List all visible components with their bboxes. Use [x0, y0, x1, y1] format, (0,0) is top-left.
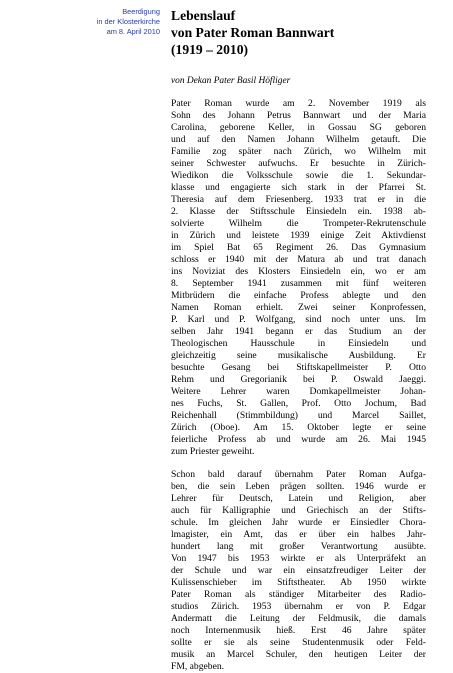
- paragraph-line: Weitere Lehrer waren Domkapellmeister Johan-: [171, 386, 426, 397]
- paragraph-line: hundert lang mit großer Verantwortung ausübte.: [171, 541, 426, 552]
- paragraph-line: Pater Roman wurde am 2. November 1919 als: [171, 98, 426, 109]
- paragraph-line: Reichenhall (Stimmbildung) und Marcel Saillet,: [171, 410, 426, 421]
- paragraph-line: lmagister, ein Amt, das er über ein halbes Jahr-: [171, 529, 426, 540]
- paragraph-line: Lehrer für Deutsch, Latein und Religion, aber: [171, 493, 426, 504]
- paragraph-line: Rehm und Gregorianik bei P. Oswald Jaeggi.: [171, 374, 426, 385]
- paragraph-line: auch für Kalligraphie und Griechisch an der Stifts-: [171, 505, 426, 516]
- paragraph-line: Sohn des Johann Petrus Bannwart und der Maria: [171, 110, 426, 121]
- document-body: [171, 7, 426, 673]
- paragraph-line: Namen Roman erhielt. Zwei seiner Konprofessen,: [171, 302, 426, 313]
- paragraph-line: FM, abgeben.: [171, 661, 225, 672]
- paragraph-line: und auf den Namen Johann Wilhelm getauft. Die: [171, 134, 426, 145]
- paragraph-line: Von 1947 bis 1953 wirkte er als Unterpräfekt an: [171, 553, 426, 564]
- paragraph-line: Wiedikon die Volksschule sowie die 1. Sekundar-: [171, 170, 426, 181]
- paragraph: [171, 98, 426, 458]
- title-line: Lebenslauf: [171, 8, 236, 23]
- paragraph-line: Pater Roman als ständiger Mitarbeiter des Radio-: [171, 589, 426, 600]
- paragraph-line: 2. Klasse der Stiftsschule Einsiedeln ein. 1938 ab-: [171, 206, 426, 217]
- paragraph-line: selben Jahr 1941 begann er das Studium an der: [171, 326, 426, 337]
- paragraph: [171, 469, 426, 673]
- document-title: [171, 7, 426, 58]
- paragraph-line: Mitbrüdern die einfache Profess ablegte und den: [171, 290, 426, 301]
- paragraph-line: Carolina, geborene Keller, in Gossau SG geboren: [171, 122, 426, 133]
- title-line: von Pater Roman Bannwart: [171, 25, 335, 40]
- paragraph-line: 8. September 1941 zusammen mit fünf weiteren: [171, 278, 426, 289]
- paragraph-line: schloss er 1940 mit der Matura ab und trat danach: [171, 254, 426, 265]
- paragraph-line: Schon bald darauf übernahm Pater Roman Aufga-: [171, 469, 426, 480]
- paragraph-line: noch Internenmusik hieß. Erst 46 Jahre später: [171, 625, 426, 636]
- title-line: (1919 – 2010): [171, 42, 249, 57]
- paragraph-line: schule. Im gleichen Jahr wurde er Einsiedler Chora-: [171, 517, 426, 528]
- paragraph-line: Andermatt die Leitung der Feldmusik, die damals: [171, 613, 426, 624]
- author-line: von Dekan Pater Basil Höfliger: [171, 76, 291, 86]
- paragraph-line: zum Priester geweiht.: [171, 446, 255, 457]
- paragraph-line: besuchte Gesang bei Stiftskapellmeister P. Otto: [171, 362, 426, 373]
- paragraph-line: nes Fuchs, St. Gallen, Prof. Otto Jochum, Bad: [171, 398, 426, 409]
- paragraph-line: P. Karl und P. Wolfgang, sind noch unter uns. Im: [171, 314, 426, 325]
- paragraph-line: im Spiel Bat 65 Regiment 26. Das Gymnasium: [171, 242, 426, 253]
- paragraph-line: der Schule und war ein einsatzfreudiger Leiter der: [171, 565, 426, 576]
- paragraph-line: in Zürich und leistete 1939 einige Zeit Aktivdienst: [171, 230, 426, 241]
- paragraph-line: klasse und engagierte sich stark in der Pfarrei St.: [171, 182, 426, 193]
- paragraph-line: seiner Schwester aufwuchs. Er besuchte in Zürich-: [171, 158, 426, 169]
- occasion-line: in der Klosterkirche: [96, 17, 160, 27]
- paragraph-line: Familie zog später nach Zürich, wo Wilhelm mit: [171, 146, 426, 157]
- paragraph-line: musik an Marcel Schuler, den heutigen Leiter der: [171, 649, 426, 660]
- paragraph-line: solvierte Wilhelm die Trompeter-Rekrutenschule: [171, 218, 426, 229]
- paragraph-line: ben, die sein Leben prägen sollten. 1946 wurde er: [171, 481, 426, 492]
- occasion-line: am 8. April 2010: [106, 27, 160, 37]
- paragraph-line: gleichzeitig seine musikalische Ausbildung. Er: [171, 350, 426, 361]
- occasion-line: Beerdigung: [122, 7, 160, 16]
- paragraphs: [171, 98, 426, 673]
- paragraph-line: Kulissenschieber im Stiftstheater. Ab 1950 wirkte: [171, 577, 426, 588]
- paragraph-line: sollte er sie als seine Studentenmusik oder Feld-: [171, 637, 426, 648]
- paragraph-line: Theresia auf dem Friesenberg. 1933 trat er in die: [171, 194, 426, 205]
- paragraph-line: feierliche Profess ab und wurde am 26. Mai 1945: [171, 434, 426, 445]
- occasion-note: [60, 7, 160, 38]
- paragraph-line: Theologischen Hausschule in Einsiedeln und: [171, 338, 426, 349]
- paragraph-line: ins Noviziat des Klosters Einsiedeln ein, wo er am: [171, 266, 426, 277]
- paragraph-line: Zürich (Oboe). Am 15. Oktober legte er seine: [171, 422, 426, 433]
- paragraph-line: studios Zürich. 1953 übernahm er von P. Edgar: [171, 601, 426, 612]
